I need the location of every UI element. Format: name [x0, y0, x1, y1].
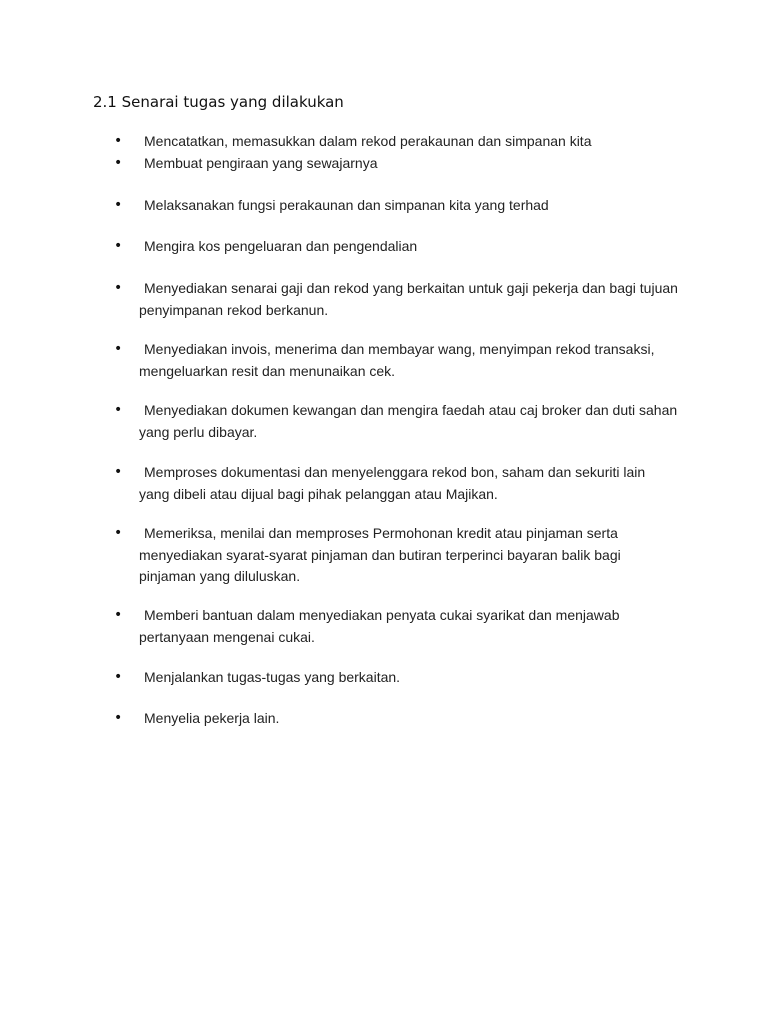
section-heading: 2.1 Senarai tugas yang dilakukan	[93, 93, 344, 111]
list-item-text: Memeriksa, menilai dan memproses Permohonan kredit atau pinjaman serta menyediakan syarat-syarat pinjaman dan butiran terperinci bayaran balik bagi pinjaman yang diluluskan.	[139, 525, 621, 584]
bullet-icon: •	[114, 464, 123, 480]
list-item-text: Memberi bantuan dalam menyediakan penyata cukai syarikat dan menjawab pertanyaan mengenai cukai.	[139, 607, 620, 645]
bullet-icon: •	[114, 607, 123, 623]
list-item-text: Menyelia pekerja lain.	[144, 710, 280, 726]
list-item-text: Membuat pengiraan yang sewajarnya	[144, 155, 378, 171]
list-item-text: Menyediakan dokumen kewangan dan mengira faedah atau caj broker dan duti sahan yang perlu dibayar.	[139, 402, 678, 440]
list-item-text: Melaksanakan fungsi perakaunan dan simpanan kita yang terhad	[144, 197, 549, 213]
bullet-icon: •	[114, 402, 123, 418]
list-item-text: Mencatatkan, memasukkan dalam rekod perakaunan dan simpanan kita	[144, 133, 592, 149]
bullet-icon: •	[114, 133, 123, 149]
bullet-icon: •	[114, 341, 123, 357]
bullet-icon: •	[114, 238, 123, 254]
bullet-icon: •	[114, 155, 123, 171]
list-item-text: Memproses dokumentasi dan menyelenggara rekod bon, saham dan sekuriti lain yang dibeli atau dijual bagi pihak pelanggan atau Majikan.	[139, 464, 646, 502]
list-item-text: Menjalankan tugas-tugas yang berkaitan.	[144, 669, 401, 685]
bullet-icon: •	[114, 525, 123, 541]
bullet-icon: •	[114, 710, 123, 726]
list-item-text: Menyediakan invois, menerima dan membayar wang, menyimpan rekod transaksi, mengeluarkan resit dan menunaikan cek.	[139, 341, 655, 379]
list-item-text: Mengira kos pengeluaran dan pengendalian	[144, 238, 418, 254]
bullet-icon: •	[114, 669, 123, 685]
bullet-icon: •	[114, 280, 123, 296]
list-item-text: Menyediakan senarai gaji dan rekod yang berkaitan untuk gaji pekerja dan bagi tujuan penyimpanan rekod berkanun.	[139, 280, 678, 318]
bullet-icon: •	[114, 197, 123, 213]
